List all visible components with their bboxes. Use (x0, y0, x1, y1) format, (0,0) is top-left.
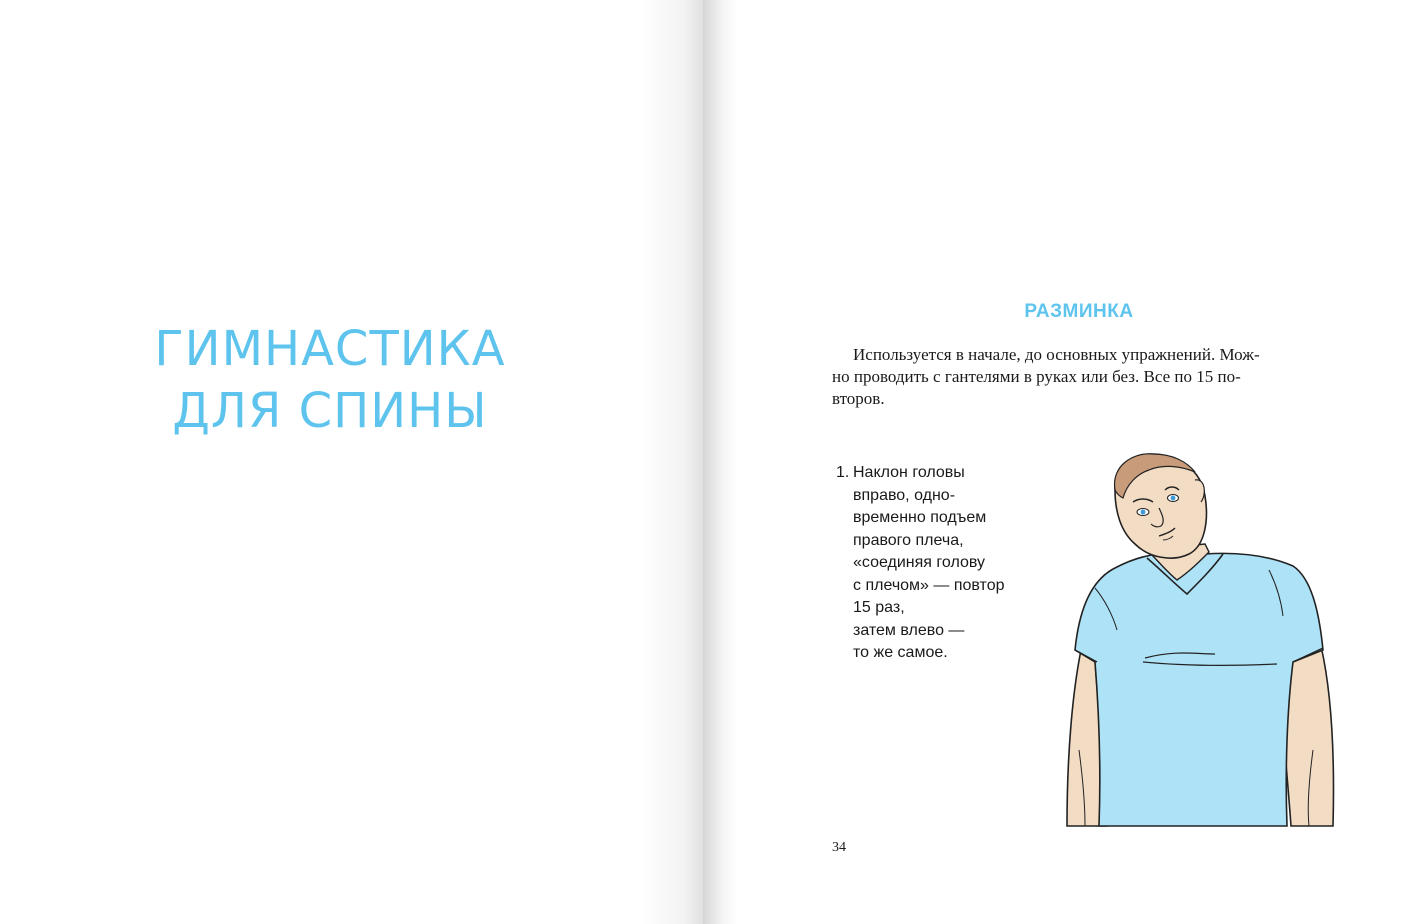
exercise-line-9: то же самое. (853, 644, 948, 661)
intro-line-1: Используется в начале, до основных упражнений. Мож- (853, 345, 1260, 364)
section-title: РАЗМИНКА (1024, 301, 1134, 322)
exercise-line-1: Наклон головы (853, 464, 965, 481)
intro-paragraph (832, 344, 1332, 410)
chapter-title-line-1: ГИМНАСТИКА (154, 321, 506, 377)
exercise-line-3: временно подъем (853, 509, 987, 526)
exercise-line-2: вправо, одно- (853, 486, 956, 504)
gutter-shadow-left (640, 0, 703, 924)
chapter-title-line-2: ДЛЯ СПИНЫ (172, 383, 488, 439)
exercise-number: 1. (836, 464, 850, 481)
man-head-tilt-illustration (1055, 450, 1340, 828)
exercise-line-8: затем влево — (853, 621, 965, 639)
intro-line-3: второв. (832, 389, 885, 408)
chapter-title (100, 318, 560, 442)
exercise-text (853, 462, 1043, 665)
exercise-line-5: «соединяя голову (853, 554, 985, 571)
page-number: 34 (832, 840, 846, 855)
exercise-line-6: с плечом» — повтор (853, 576, 1005, 594)
intro-line-2: но проводить с гантелями в руках или без. Все по 15 по- (832, 367, 1241, 386)
gutter-shadow-right (703, 0, 739, 924)
exercise-line-4: правого плеча, (853, 531, 964, 549)
exercise-line-7: 15 раз, (853, 599, 905, 616)
